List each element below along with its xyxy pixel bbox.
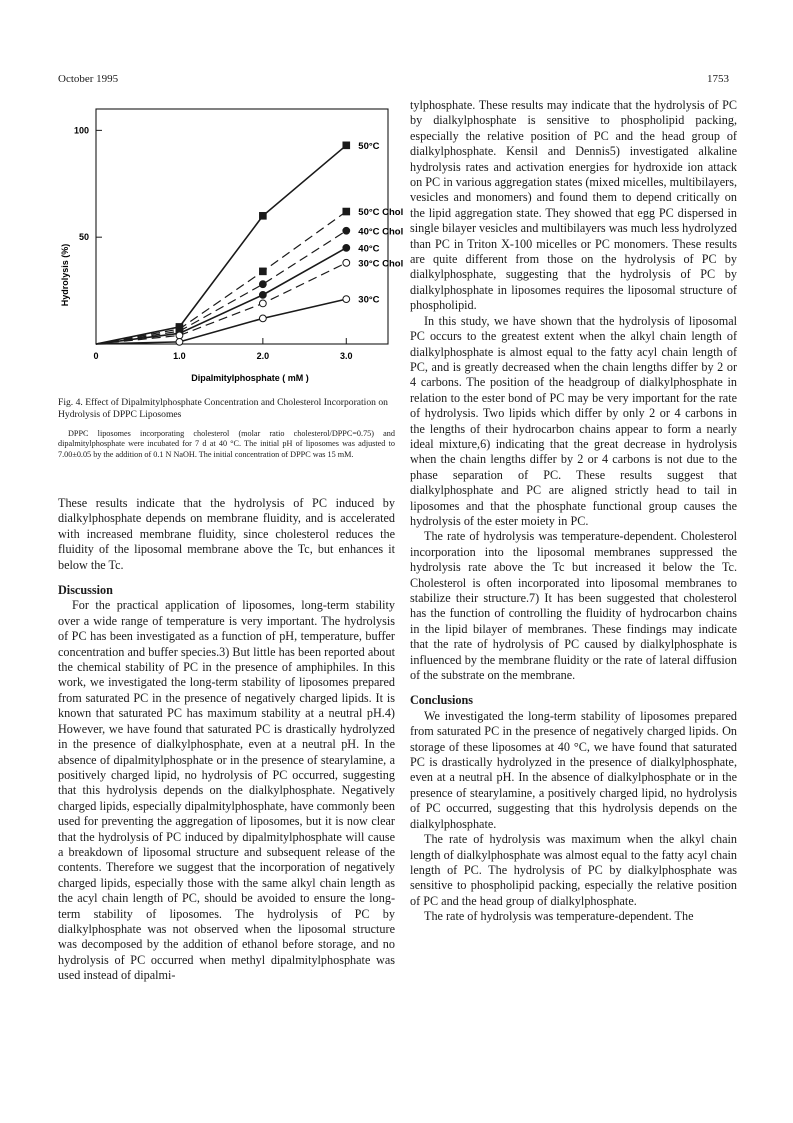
x-tick-label: 0 [93, 351, 99, 361]
chart-series-labels [358, 141, 403, 306]
data-point-circle [343, 227, 350, 234]
data-point-circle [176, 338, 183, 345]
paragraph: We investigated the long-term stability of liposomes prepared from saturated PC in the presence of negatively charged lipids. On storage of these liposomes at 40 °C, we have found that saturated PC is drastically hydrolyzed in the presence of dialkylphosphate, even at a neutral pH. In the absence of dialkylphosphate or in the presence of stearylamine, a positively charged lipid, no hydrolysis of PC occurred, suggesting that this hydrolysis depends on the dialkylphosphate. [410, 708, 737, 831]
series-label: 30°C Chol [358, 258, 404, 270]
section-heading-discussion: Discussion [58, 583, 113, 598]
paragraph: The rate of hydrolysis was maximum when the alkyl chain length of dialkylphosphate was almost equal to the fatty acyl chain length of PC. The hydrolysis of PC by dialkylphosphate was sensitive to phospholipid packing, especially the relative position of PC and the head group of dialkylphosphate. [410, 832, 737, 908]
data-point-circle [343, 244, 350, 251]
paragraph: The rate of hydrolysis was temperature-dependent. Cholesterol incorporation into the liposomal membranes suppressed the hydrolysis rate above the Tc but increased it below the Tc. Cholesterol is often incorporated into liposomal membranes to stabilize their structure.7) It has been suggested that cholesterol has the function of controlling the fluidity of hydrocarbon chains in the lipid bilayer of membranes. These findings may indicate that the rate of hydrolysis of PC caused by dialkylphosphate is influenced by the membrane fluidity or the rate of lateral diffusion of the substrate on the membrane. [410, 529, 737, 683]
section-heading-conclusions: Conclusions [410, 693, 473, 708]
x-tick-label: 1.0 [173, 351, 186, 361]
paragraph: tylphosphate. These results may indicate that the hydrolysis of PC by dialkylphosphate is sensitive to phospholipid packing, especially the relative position of PC and the head group of dialkylphosphate. Kensil and Dennis5) investigated alkaline hydrolysis rates and activation energies for hydroxide ion attack on PC in various aggregation states (mixed micelles, multibilayers, vesicles and monomers) and found them to depend critically on the lipid aggregation state. They showed that egg PC dispersed in single bilayer vesicles and multibilayers was much less hydrolyzed than PC in Triton X-100 micelles or PC monomers. These results are quite different from those on the hydrolysis of PC by dialkylphosphate, suggesting that the hydrolysis of PC by dialkylphosphate in liposomes requires the liposomal structure of phospholipid. [410, 98, 737, 313]
series-line [96, 263, 346, 344]
series-line [96, 212, 346, 344]
x-axis-label: Dipalmitylphosphate ( mM ) [191, 373, 309, 383]
y-axis-label: Hydrolysis (%) [60, 243, 70, 307]
data-point-circle [259, 281, 266, 288]
paragraph: These results indicate that the hydrolysis of PC induced by dialkylphosphate depends on membrane fluidity, and is accelerated with increased membrane fluidity, since cholesterol reduces the fluidity of the liposomal membrane above the Tc, but enhances it below the Tc. [58, 496, 395, 572]
series-label: 50°C Chol [358, 207, 404, 219]
x-tick-label: 2.0 [256, 351, 270, 361]
page-number: 1753 [707, 73, 729, 85]
series-label: 40°C Chol [358, 226, 404, 238]
left-column [58, 496, 395, 984]
data-point-circle [343, 296, 350, 303]
chart-series [96, 142, 350, 345]
paragraph: The rate of hydrolysis was temperature-dependent. The [424, 909, 694, 924]
data-point-square [260, 268, 267, 275]
chart-ticks [74, 125, 353, 361]
data-point-square [260, 213, 267, 220]
series-label: 50°C [358, 140, 380, 152]
figure-caption-note: DPPC liposomes incorporating cholesterol (molar ratio cholesterol/DPPC=0.75) and dipalmitylphosphate were incubated for 7 d at 40 °C. The initial pH of liposomes was adjusted to 7.00±0.05 by the addition of 0.1 N NaOH. The initial concentration of DPPC was 15 mM. [58, 429, 395, 459]
figure-caption-title: Fig. 4. Effect of Dipalmitylphosphate Concentration and Cholesterol Incorporation on Hydrolysis of DPPC Liposomes [58, 397, 388, 420]
running-header-date: October 1995 [58, 73, 119, 85]
data-point-circle [259, 300, 266, 307]
data-point-circle [259, 291, 266, 298]
series-line [96, 299, 346, 344]
data-point-square [343, 208, 350, 215]
paragraph: For the practical application of liposomes, long-term stability over a wide range of temperature is very important. The hydrolysis of PC has been investigated as a function of pH, temperature, buffer concentration and buffer species.3) But little has been reported about the chemical stability of PC in the presence of amphiphiles. In this work, we investigated the long-term stability of liposomes prepared from saturated PC in the presence of negatively charged lipids. It is known that saturated PC has maximum stability at a neutral pH.4) However, we have found that saturated PC is drastically hydrolyzed in the presence of dialkylphosphate, even at a neutral pH. In the absence of dipalmitylphosphate or in the presence of stearylamine, a positively charged lipid, no hydrolysis of PC occurred, suggesting that this hydrolysis depends on the dialkylphosphate. Negatively charged lipids, especially dipalmitylphosphate, have commonly been used for preventing the aggregation of liposomes, but it is now clear that the hydrolysis of PC induced by dipalmitylphosphate will cause a breakdown of liposomal structure and subsequent release of the contents. Therefore we suggest that the incorporation of negatively charged lipids, especially those with the same alkyl chain length as the acyl chain length of PC, should be avoided to ensure the long-term stability of liposomes. The hydrolysis of PC by dialkylphosphate was not observed when the liposomal structure was decomposed by the addition of ethanol before storage, and no hydrolysis of PC occurred when methyl dipalmitylphosphate was used instead of dipalmi- [58, 598, 395, 983]
data-point-circle [343, 259, 350, 266]
y-tick-label: 100 [73, 125, 89, 136]
data-point-circle [176, 332, 183, 339]
data-point-circle [259, 315, 266, 322]
data-point-square [343, 142, 350, 149]
x-tick-label: 3.0 [340, 351, 353, 361]
series-label: 40°C [358, 243, 380, 255]
series-label: 30°C [358, 294, 380, 306]
y-tick-label: 50 [78, 232, 89, 243]
series-line [96, 231, 346, 344]
hydrolysis-chart [50, 100, 404, 385]
right-column [410, 98, 737, 925]
paragraph: In this study, we have shown that the hydrolysis of liposomal PC occurs to the greatest extent when the alkyl chain length of dialkylphosphate is almost equal to the fatty acyl chain length of PC, and is greatly decreased when the chain lengths differ by 2 or 4 carbons. The position of the headgroup of dialkylphosphate in relation to the ester bond of PC may be very important for the rate of hydrolysis. Two lipids which differ by only 2 or 4 carbons in the lengths of their hydrocarbon chains appear to form a nearly ideal mixture,6) indicating that the great decrease in hydrolysis when the chain lengths differ by 2 or 4 carbons is not due to the phase separation of PC. These results suggest that dialkylphosphate and PC are aligned strictly head to tail in liposomes and that the phosphate functional group causes the hydrolysis of the ester moiety in PC. [410, 313, 737, 528]
